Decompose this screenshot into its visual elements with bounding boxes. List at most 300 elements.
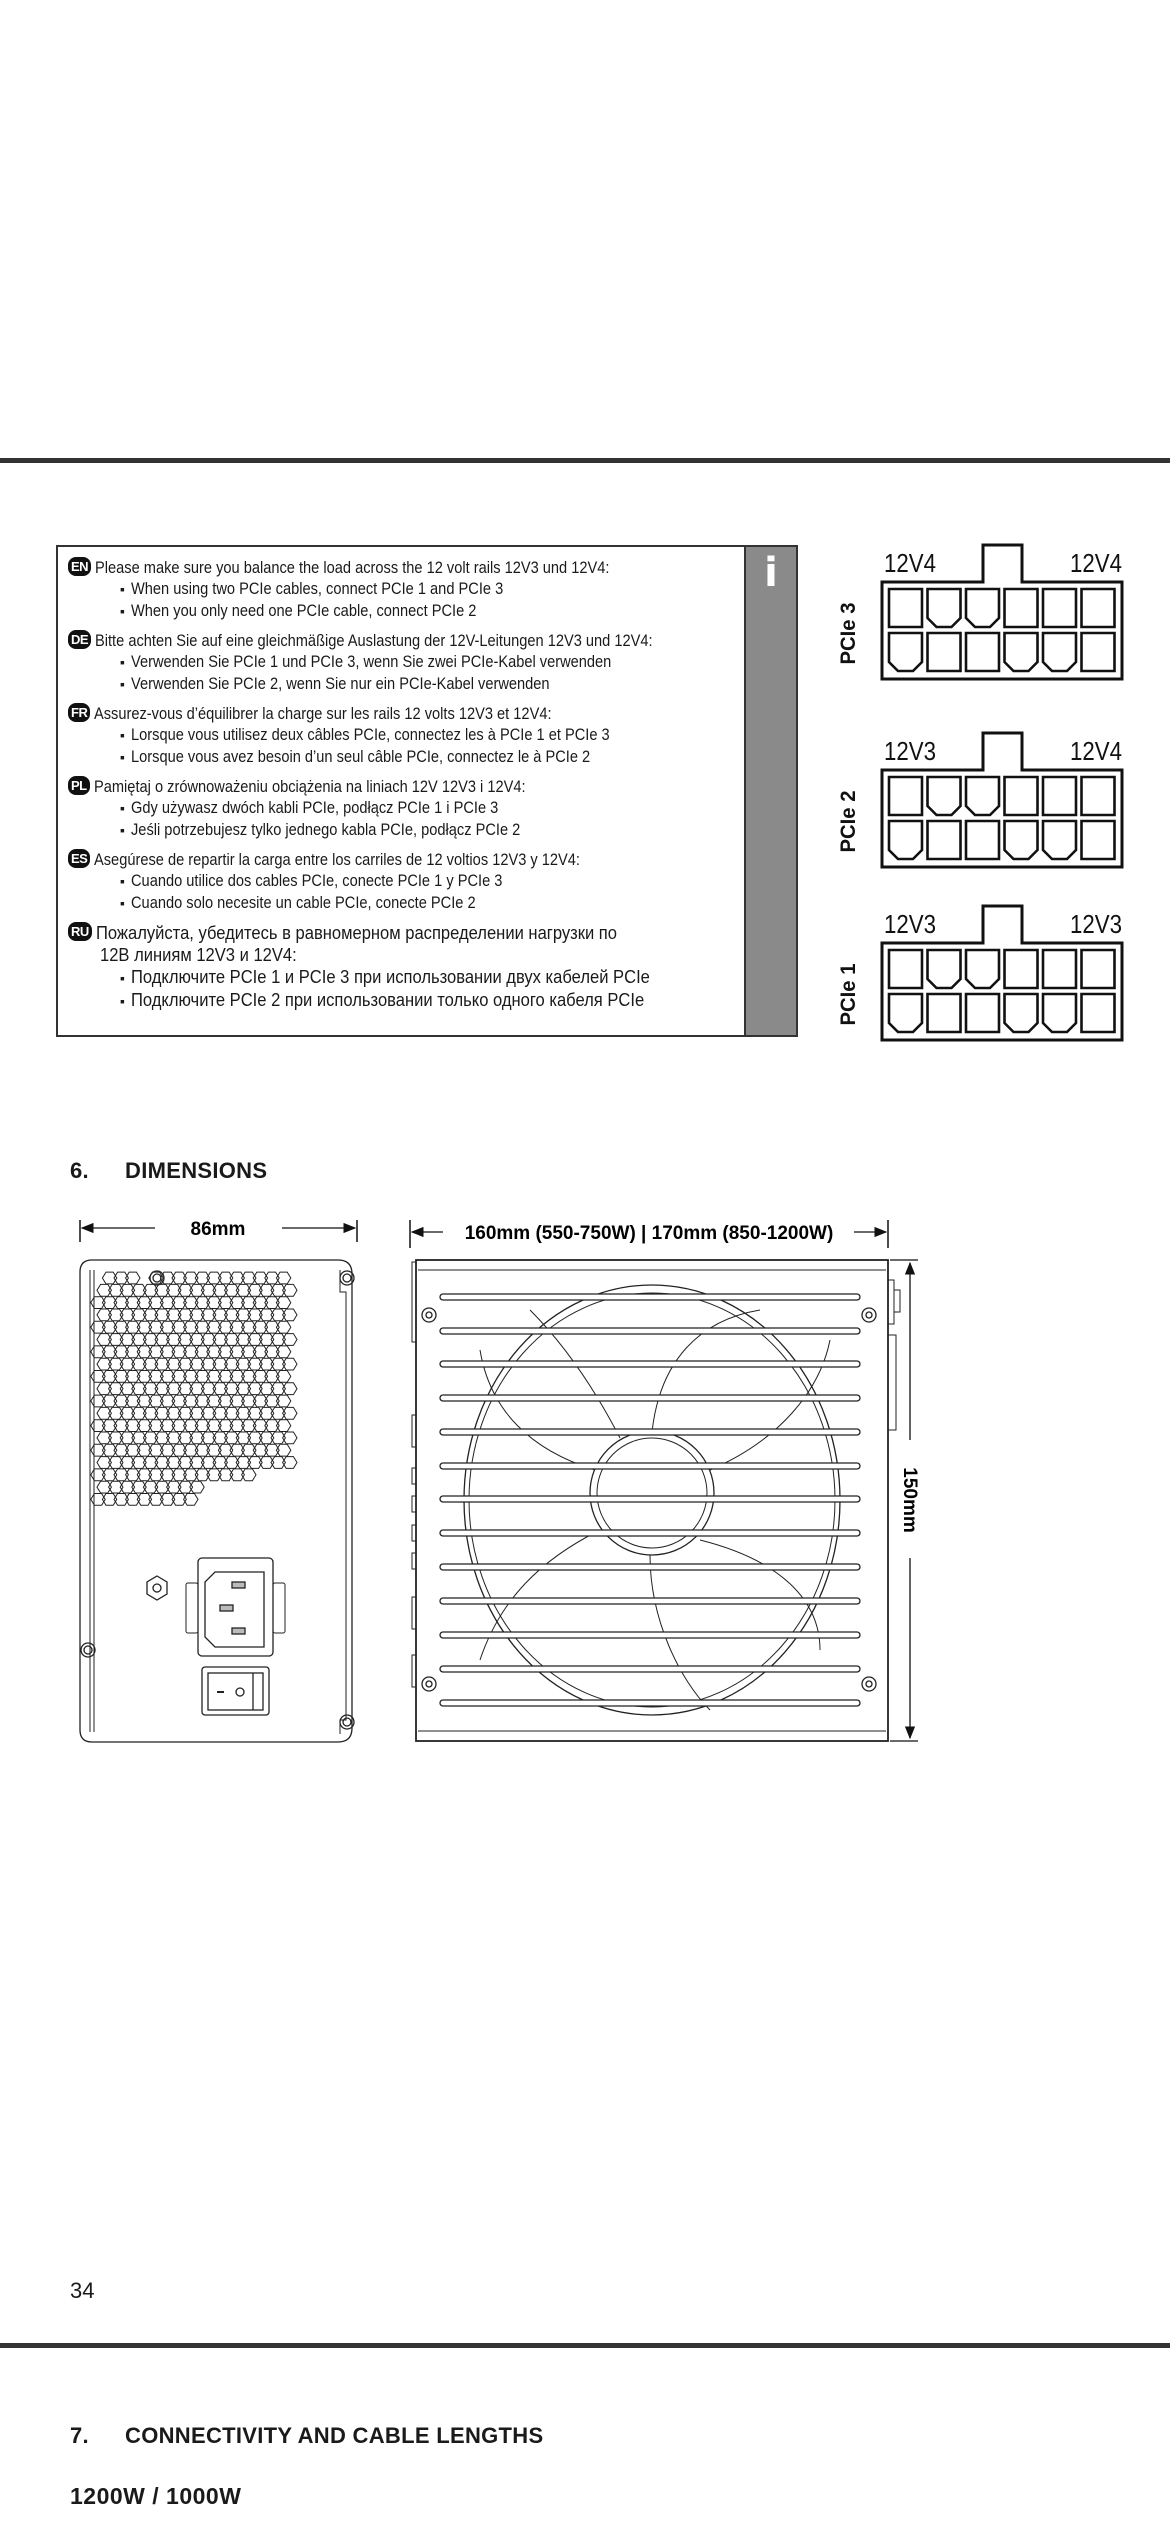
vent-hole <box>259 1358 273 1370</box>
vent-hole <box>149 1444 163 1456</box>
vent-hole <box>120 1481 134 1493</box>
vent-hole <box>248 1383 262 1395</box>
vent-hole <box>120 1383 134 1395</box>
vent-hole <box>225 1383 239 1395</box>
vent-hole <box>242 1272 256 1284</box>
vent-hole <box>218 1346 232 1358</box>
vent-hole <box>160 1321 174 1333</box>
vent-hole <box>178 1358 192 1370</box>
vent-hole <box>259 1334 273 1346</box>
vent-hole <box>201 1383 215 1395</box>
vent-hole <box>114 1494 128 1506</box>
vent-hole <box>184 1321 198 1333</box>
vent-hole <box>190 1432 204 1444</box>
bullet-item: ▪ When you only need one PCIe cable, connect PCIe 2 <box>120 600 748 622</box>
vent-hole <box>91 1444 105 1456</box>
vent-hole <box>126 1444 140 1456</box>
bullet-item: ▪ Cuando solo necesite un cable PCIe, conecte PCIe 2 <box>120 892 748 914</box>
vent-hole <box>126 1321 140 1333</box>
vent-hole <box>137 1321 151 1333</box>
lang-block-de <box>68 630 748 695</box>
vent-hole <box>109 1457 123 1469</box>
pcie-label: PCIe 2 <box>837 788 860 853</box>
vent-hole <box>218 1371 232 1383</box>
lang-text: Pamiętaj o zrównoważeniu obciążenia na liniach 12V 12V3 i 12V4: <box>93 777 526 796</box>
vent-hole <box>207 1395 221 1407</box>
bullet-item: ▪ Cuando utilice dos cables PCIe, conecte PCIe 1 y PCIe 3 <box>120 870 748 892</box>
vent-hole <box>242 1444 256 1456</box>
vent-hole <box>253 1395 267 1407</box>
vent-hole <box>230 1321 244 1333</box>
vent-hole <box>91 1420 105 1432</box>
vent-hole <box>172 1272 186 1284</box>
vent-hole <box>283 1457 297 1469</box>
grill-bar <box>440 1530 860 1536</box>
vent-hole <box>230 1297 244 1309</box>
vent-hole <box>137 1420 151 1432</box>
height-label: 150mm <box>899 1467 920 1533</box>
vent-hole <box>271 1309 285 1321</box>
vent-hole <box>172 1321 186 1333</box>
vent-hole <box>230 1346 244 1358</box>
vent-hole <box>265 1297 279 1309</box>
info-sidebar <box>744 547 796 1035</box>
vent-hole <box>230 1420 244 1432</box>
vent-hole <box>126 1420 140 1432</box>
vent-hole <box>149 1469 163 1481</box>
vent-hole <box>120 1284 134 1296</box>
vent-hole <box>276 1395 290 1407</box>
bullet-item: ▪ Gdy używasz dwóch kabli PCIe, podłącz PCIe 1 i PCIe 3 <box>120 797 748 819</box>
vent-hole <box>102 1321 116 1333</box>
vent-hole <box>276 1272 290 1284</box>
vent-hole <box>265 1371 279 1383</box>
bottom-divider <box>0 2343 1170 2348</box>
vent-hole <box>271 1334 285 1346</box>
vent-hole <box>143 1309 157 1321</box>
vent-hole <box>114 1346 128 1358</box>
vent-hole <box>132 1334 146 1346</box>
vent-hole <box>242 1371 256 1383</box>
page-number: 34 <box>70 2278 95 2303</box>
vent-hole <box>109 1383 123 1395</box>
vent-hole <box>167 1432 181 1444</box>
lang-badge-de: DE <box>68 630 91 649</box>
vent-hole <box>149 1494 163 1506</box>
pcie-connector <box>837 906 1122 1040</box>
lang-text: Asegúrese de repartir la carga entre los carriles de 12 voltios 12V3 y 12V4: <box>94 850 581 869</box>
grill-bar <box>440 1294 860 1300</box>
vent-hole <box>132 1481 146 1493</box>
vent-hole <box>225 1358 239 1370</box>
vent-hole <box>207 1346 221 1358</box>
vent-hole <box>230 1395 244 1407</box>
connector-pin <box>889 994 922 1032</box>
psu-dimension-drawings <box>60 1200 1000 1760</box>
vent-hole <box>271 1383 285 1395</box>
connector-pin <box>889 777 922 815</box>
vent-hole <box>149 1395 163 1407</box>
vent-hole <box>271 1358 285 1370</box>
vent-hole <box>190 1358 204 1370</box>
vent-hole <box>167 1407 181 1419</box>
vent-hole <box>201 1309 215 1321</box>
vent-hole <box>149 1420 163 1432</box>
lang-block-es <box>68 849 748 914</box>
vent-hole <box>242 1321 256 1333</box>
vent-hole <box>201 1432 215 1444</box>
connector-pin <box>1005 950 1038 988</box>
grill-bar <box>440 1463 860 1469</box>
vent-hole <box>102 1420 116 1432</box>
vent-hole <box>97 1457 111 1469</box>
connector-pin <box>1005 633 1038 671</box>
vent-hole <box>218 1469 232 1481</box>
vent-hole <box>102 1469 116 1481</box>
vent-hole <box>109 1284 123 1296</box>
vent-hole <box>230 1469 244 1481</box>
section-6-heading: 6. DIMENSIONS <box>70 1158 268 1183</box>
vent-hole <box>184 1297 198 1309</box>
vent-hole <box>143 1457 157 1469</box>
vent-hole <box>97 1358 111 1370</box>
fan-grill <box>440 1294 860 1706</box>
vent-hole <box>276 1346 290 1358</box>
vent-hole <box>283 1383 297 1395</box>
vent-hole <box>195 1272 209 1284</box>
vent-hole <box>242 1395 256 1407</box>
vent-hole <box>178 1309 192 1321</box>
vent-hole <box>283 1358 297 1370</box>
vent-hole <box>109 1407 123 1419</box>
lang-badge-ru: RU <box>68 922 92 941</box>
vent-hole <box>114 1469 128 1481</box>
vent-hole <box>195 1395 209 1407</box>
vent-hole <box>137 1444 151 1456</box>
vent-hole <box>178 1334 192 1346</box>
vent-hole <box>201 1457 215 1469</box>
psu-back-view <box>80 1260 354 1742</box>
vent-hole <box>91 1346 105 1358</box>
vent-hole <box>225 1309 239 1321</box>
grill-bar <box>440 1496 860 1502</box>
vent-hole <box>114 1321 128 1333</box>
vent-hole <box>160 1494 174 1506</box>
vent-hole <box>236 1358 250 1370</box>
vent-hole <box>271 1432 285 1444</box>
connector-pin <box>1043 633 1076 671</box>
vent-hole <box>114 1420 128 1432</box>
vent-hole <box>283 1407 297 1419</box>
vent-hole <box>207 1272 221 1284</box>
vent-hole <box>137 1469 151 1481</box>
vent-hole <box>213 1383 227 1395</box>
vent-hole <box>259 1309 273 1321</box>
vent-hole <box>160 1469 174 1481</box>
vent-hole <box>265 1346 279 1358</box>
vent-hole <box>207 1420 221 1432</box>
vent-hole <box>114 1272 128 1284</box>
load-balance-info-box <box>56 545 798 1037</box>
vent-hole <box>114 1444 128 1456</box>
vent-hole <box>155 1358 169 1370</box>
vent-hole <box>230 1444 244 1456</box>
bullet-item: ▪ Подключите PCIe 2 при использовании только одного кабеля PCIe <box>120 989 748 1012</box>
vent-hole <box>265 1395 279 1407</box>
connector-pin <box>1082 633 1115 671</box>
vent-hole <box>114 1297 128 1309</box>
vent-hole <box>137 1371 151 1383</box>
vent-hole <box>167 1481 181 1493</box>
connector-pin <box>928 633 961 671</box>
vent-hole <box>97 1284 111 1296</box>
vent-hole <box>213 1358 227 1370</box>
vent-hole <box>190 1481 204 1493</box>
connector-pin <box>966 633 999 671</box>
right-rail-label: 12V4 <box>1070 548 1122 578</box>
vent-hole <box>236 1432 250 1444</box>
connector-pin <box>1043 821 1076 859</box>
vent-hole <box>213 1284 227 1296</box>
vent-hole <box>172 1469 186 1481</box>
vent-hole <box>132 1309 146 1321</box>
vent-hole <box>97 1309 111 1321</box>
vent-hole <box>143 1284 157 1296</box>
grill-bar <box>440 1395 860 1401</box>
connector-pin <box>1082 589 1115 627</box>
vent-hole <box>126 1297 140 1309</box>
vent-hole <box>213 1309 227 1321</box>
info-text <box>58 547 748 1035</box>
vent-hole <box>253 1371 267 1383</box>
vent-hole <box>102 1297 116 1309</box>
connector-pin <box>1005 994 1038 1032</box>
vent-hole <box>102 1371 116 1383</box>
vent-hole <box>236 1407 250 1419</box>
vent-hole <box>120 1309 134 1321</box>
vent-hole <box>248 1457 262 1469</box>
connector-pin <box>966 994 999 1032</box>
vent-hole <box>102 1444 116 1456</box>
vent-hole <box>271 1407 285 1419</box>
vent-hole <box>132 1432 146 1444</box>
vent-hole <box>178 1407 192 1419</box>
vent-hole <box>213 1407 227 1419</box>
vent-hole <box>236 1334 250 1346</box>
lang-badge-pl: PL <box>68 776 90 795</box>
section-7-heading: 7. CONNECTIVITY AND CABLE LENGTHS <box>70 2423 544 2448</box>
vent-hole <box>276 1371 290 1383</box>
vent-hole <box>137 1297 151 1309</box>
connector-pin <box>1082 994 1115 1032</box>
vent-hole <box>236 1309 250 1321</box>
vent-hole <box>207 1444 221 1456</box>
connector-pin <box>966 589 999 627</box>
vent-hole <box>276 1420 290 1432</box>
pcie-label: PCIe 1 <box>837 961 860 1026</box>
length-dimension <box>410 1220 888 1248</box>
wattage-subtitle: 1200W / 1000W <box>70 2483 242 2509</box>
vent-hole <box>172 1395 186 1407</box>
connector-pin <box>1082 777 1115 815</box>
vent-hole <box>253 1321 267 1333</box>
vent-hole <box>160 1346 174 1358</box>
lang-text: Assurez-vous d’équilibrer la charge sur les rails 12 volts 12V3 et 12V4: <box>94 704 552 723</box>
vent-hole <box>248 1358 262 1370</box>
info-icon: i <box>764 550 778 596</box>
grill-bar <box>440 1328 860 1334</box>
vent-hole <box>126 1469 140 1481</box>
pcie-connector <box>837 545 1122 679</box>
vent-hole <box>137 1395 151 1407</box>
right-rail-label: 12V3 <box>1070 909 1122 939</box>
vent-hole <box>213 1457 227 1469</box>
lang-text: Bitte achten Sie auf eine gleichmäßige Auslastung der 12V-Leitungen 12V3 und 12V4: <box>95 631 653 650</box>
connector-pin <box>1082 950 1115 988</box>
lang-text: Пожалуйста, убедитесь в равномерном распределении нагрузки по <box>95 923 617 943</box>
lang-badge-fr: FR <box>68 703 90 722</box>
lang-block-pl <box>68 776 748 841</box>
vent-hole <box>184 1395 198 1407</box>
connector-pin <box>889 633 922 671</box>
vent-hole <box>184 1272 198 1284</box>
vent-hole <box>236 1383 250 1395</box>
vent-hole <box>126 1494 140 1506</box>
vent-hole <box>102 1346 116 1358</box>
vent-hole <box>207 1297 221 1309</box>
vent-hole <box>259 1457 273 1469</box>
lang-badge-es: ES <box>68 849 90 868</box>
grill-bar <box>440 1598 860 1604</box>
vent-hole <box>207 1371 221 1383</box>
vent-hole <box>172 1494 186 1506</box>
vent-hole <box>172 1297 186 1309</box>
connector-pin <box>966 950 999 988</box>
vent-hole <box>155 1407 169 1419</box>
vent-hole <box>120 1457 134 1469</box>
vent-hole <box>155 1432 169 1444</box>
vent-hole <box>190 1407 204 1419</box>
vent-hole <box>172 1444 186 1456</box>
lang-block-fr <box>68 703 748 768</box>
vent-hole <box>120 1358 134 1370</box>
vent-hole <box>283 1309 297 1321</box>
vent-hole <box>109 1358 123 1370</box>
vent-hole <box>155 1334 169 1346</box>
vent-hole <box>97 1334 111 1346</box>
vent-hole <box>213 1334 227 1346</box>
height-dimension <box>890 1260 920 1741</box>
vent-hole <box>132 1284 146 1296</box>
vent-hole <box>225 1284 239 1296</box>
vent-hole <box>195 1371 209 1383</box>
lang-text-cont: 12В линиям 12V3 и 12V4: <box>100 945 297 965</box>
vent-hole <box>218 1420 232 1432</box>
vent-hole <box>184 1494 198 1506</box>
vent-hole <box>126 1346 140 1358</box>
vent-hole <box>91 1395 105 1407</box>
vent-hole <box>120 1407 134 1419</box>
width-label: 86mm <box>190 1219 246 1240</box>
vent-hole <box>126 1272 140 1284</box>
vent-hole <box>109 1432 123 1444</box>
vent-hole <box>248 1284 262 1296</box>
vent-hole <box>230 1371 244 1383</box>
vent-hole <box>248 1309 262 1321</box>
vent-hole <box>225 1432 239 1444</box>
vent-hole <box>160 1371 174 1383</box>
vent-hole <box>242 1346 256 1358</box>
power-switch-icon <box>202 1667 269 1715</box>
top-divider <box>0 458 1170 463</box>
vent-hole <box>276 1321 290 1333</box>
grill-bar <box>440 1632 860 1638</box>
vent-hole <box>126 1371 140 1383</box>
pcie-label: PCIe 3 <box>837 600 860 665</box>
connector-pin <box>1043 950 1076 988</box>
vent-hole <box>190 1383 204 1395</box>
vent-hole <box>195 1469 209 1481</box>
vent-hole <box>172 1346 186 1358</box>
pcie-connector-diagrams <box>820 530 1140 1050</box>
vent-hole <box>201 1334 215 1346</box>
grill-bar <box>440 1700 860 1706</box>
vent-hole <box>126 1395 140 1407</box>
lang-block-ru <box>68 922 748 1012</box>
vent-hole <box>184 1420 198 1432</box>
vent-hole <box>253 1272 267 1284</box>
vent-hole <box>259 1383 273 1395</box>
width-dimension <box>80 1219 357 1242</box>
vent-hole <box>195 1321 209 1333</box>
bullet-item: ▪ Verwenden Sie PCIe 2, wenn Sie nur ein PCIe-Kabel verwenden <box>120 673 748 695</box>
connector-pin <box>928 821 961 859</box>
power-inlet-icon <box>186 1558 285 1656</box>
vent-hole <box>190 1334 204 1346</box>
connector-pin <box>928 589 961 627</box>
bullet-item: ▪ Verwenden Sie PCIe 1 und PCIe 3, wenn Sie zwei PCIe-Kabel verwenden <box>120 651 748 673</box>
connector-pin <box>1005 821 1038 859</box>
ground-screw <box>147 1576 167 1600</box>
vent-hole <box>102 1395 116 1407</box>
vent-hole <box>195 1420 209 1432</box>
connector-pin <box>928 994 961 1032</box>
vent-hole <box>242 1297 256 1309</box>
vent-hole <box>137 1346 151 1358</box>
vent-hole <box>160 1395 174 1407</box>
vent-hole <box>259 1407 273 1419</box>
vent-hole <box>160 1297 174 1309</box>
vent-hole <box>167 1284 181 1296</box>
grill-bar <box>440 1429 860 1435</box>
connector-pin <box>1043 589 1076 627</box>
vent-hole <box>225 1407 239 1419</box>
vent-hole <box>218 1297 232 1309</box>
vent-hex-grid <box>91 1272 297 1505</box>
vent-hole <box>184 1371 198 1383</box>
vent-hole <box>132 1358 146 1370</box>
vent-hole <box>91 1469 105 1481</box>
vent-hole <box>120 1334 134 1346</box>
vent-hole <box>184 1444 198 1456</box>
left-rail-label: 12V3 <box>884 909 936 939</box>
vent-hole <box>253 1346 267 1358</box>
vent-hole <box>253 1444 267 1456</box>
vent-hole <box>143 1358 157 1370</box>
vent-hole <box>178 1457 192 1469</box>
vent-hole <box>248 1407 262 1419</box>
vent-hole <box>97 1383 111 1395</box>
